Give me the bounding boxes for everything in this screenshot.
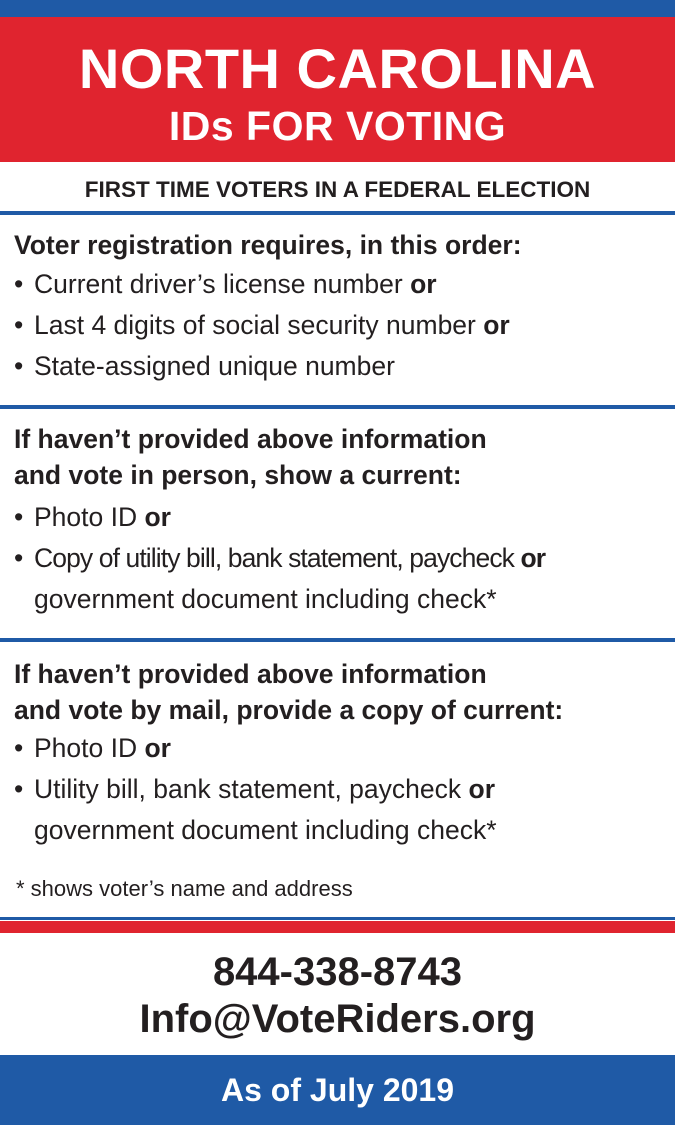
divider (0, 405, 675, 409)
item-text: Last 4 digits of social security number (34, 310, 476, 340)
section-heading: If haven’t provided above information (14, 424, 487, 454)
list-item (14, 305, 669, 346)
bullet-icon: • (14, 269, 24, 299)
date-label: As of July 2019 (221, 1072, 454, 1108)
item-text: Current driver’s license number (34, 269, 403, 299)
list-item (14, 728, 669, 769)
item-text: Photo ID (34, 733, 138, 763)
divider (0, 638, 675, 642)
list-item (14, 769, 669, 810)
section-registration (14, 226, 669, 387)
item-text: Photo ID (34, 502, 138, 532)
item-text: Copy of utility bill, bank statement, paycheck (34, 543, 515, 573)
list-item-continuation: government document including check* (34, 584, 497, 614)
item-conjunction: or (520, 543, 546, 573)
red-band (0, 921, 675, 933)
email-link[interactable]: Info@VoteRiders.org (139, 997, 536, 1041)
audience-heading: FIRST TIME VOTERS IN A FEDERAL ELECTION (84, 177, 591, 202)
phone-number[interactable]: 844-338-8743 (212, 950, 463, 994)
item-text: Utility bill, bank statement, paycheck (34, 774, 462, 804)
footer-bar (0, 1055, 675, 1125)
section-heading: and vote in person, show a current: (14, 460, 462, 490)
list-item (14, 538, 669, 579)
divider (0, 917, 675, 920)
list-item (14, 497, 669, 538)
section-by-mail (14, 656, 669, 851)
item-conjunction: or (144, 502, 171, 532)
item-conjunction: or (483, 310, 510, 340)
list-item (14, 264, 669, 305)
item-conjunction: or (410, 269, 437, 299)
page-title: NORTH CAROLINA (78, 37, 597, 100)
item-conjunction: or (468, 774, 496, 804)
bullet-icon: • (14, 733, 24, 763)
bullet-icon: • (14, 351, 24, 381)
footnote: * shows voter’s name and address (16, 876, 353, 901)
section-heading: and vote by mail, provide a copy of current: (14, 695, 564, 725)
list-item (14, 346, 669, 387)
item-text: State-assigned unique number (34, 351, 395, 381)
bullet-icon: • (14, 502, 24, 532)
top-blue-bar (0, 0, 675, 17)
bullet-icon: • (14, 543, 23, 573)
page-subtitle: IDs FOR VOTING (168, 103, 507, 149)
title-banner (0, 17, 675, 162)
divider (0, 211, 675, 215)
section-heading: If haven’t provided above information (14, 659, 487, 689)
item-conjunction: or (144, 733, 171, 763)
bullet-icon: • (14, 310, 24, 340)
section-in-person (14, 421, 669, 620)
list-item-continuation: government document including check* (34, 815, 497, 845)
bullet-icon: • (14, 774, 24, 804)
section-heading: Voter registration requires, in this order: (14, 230, 522, 260)
